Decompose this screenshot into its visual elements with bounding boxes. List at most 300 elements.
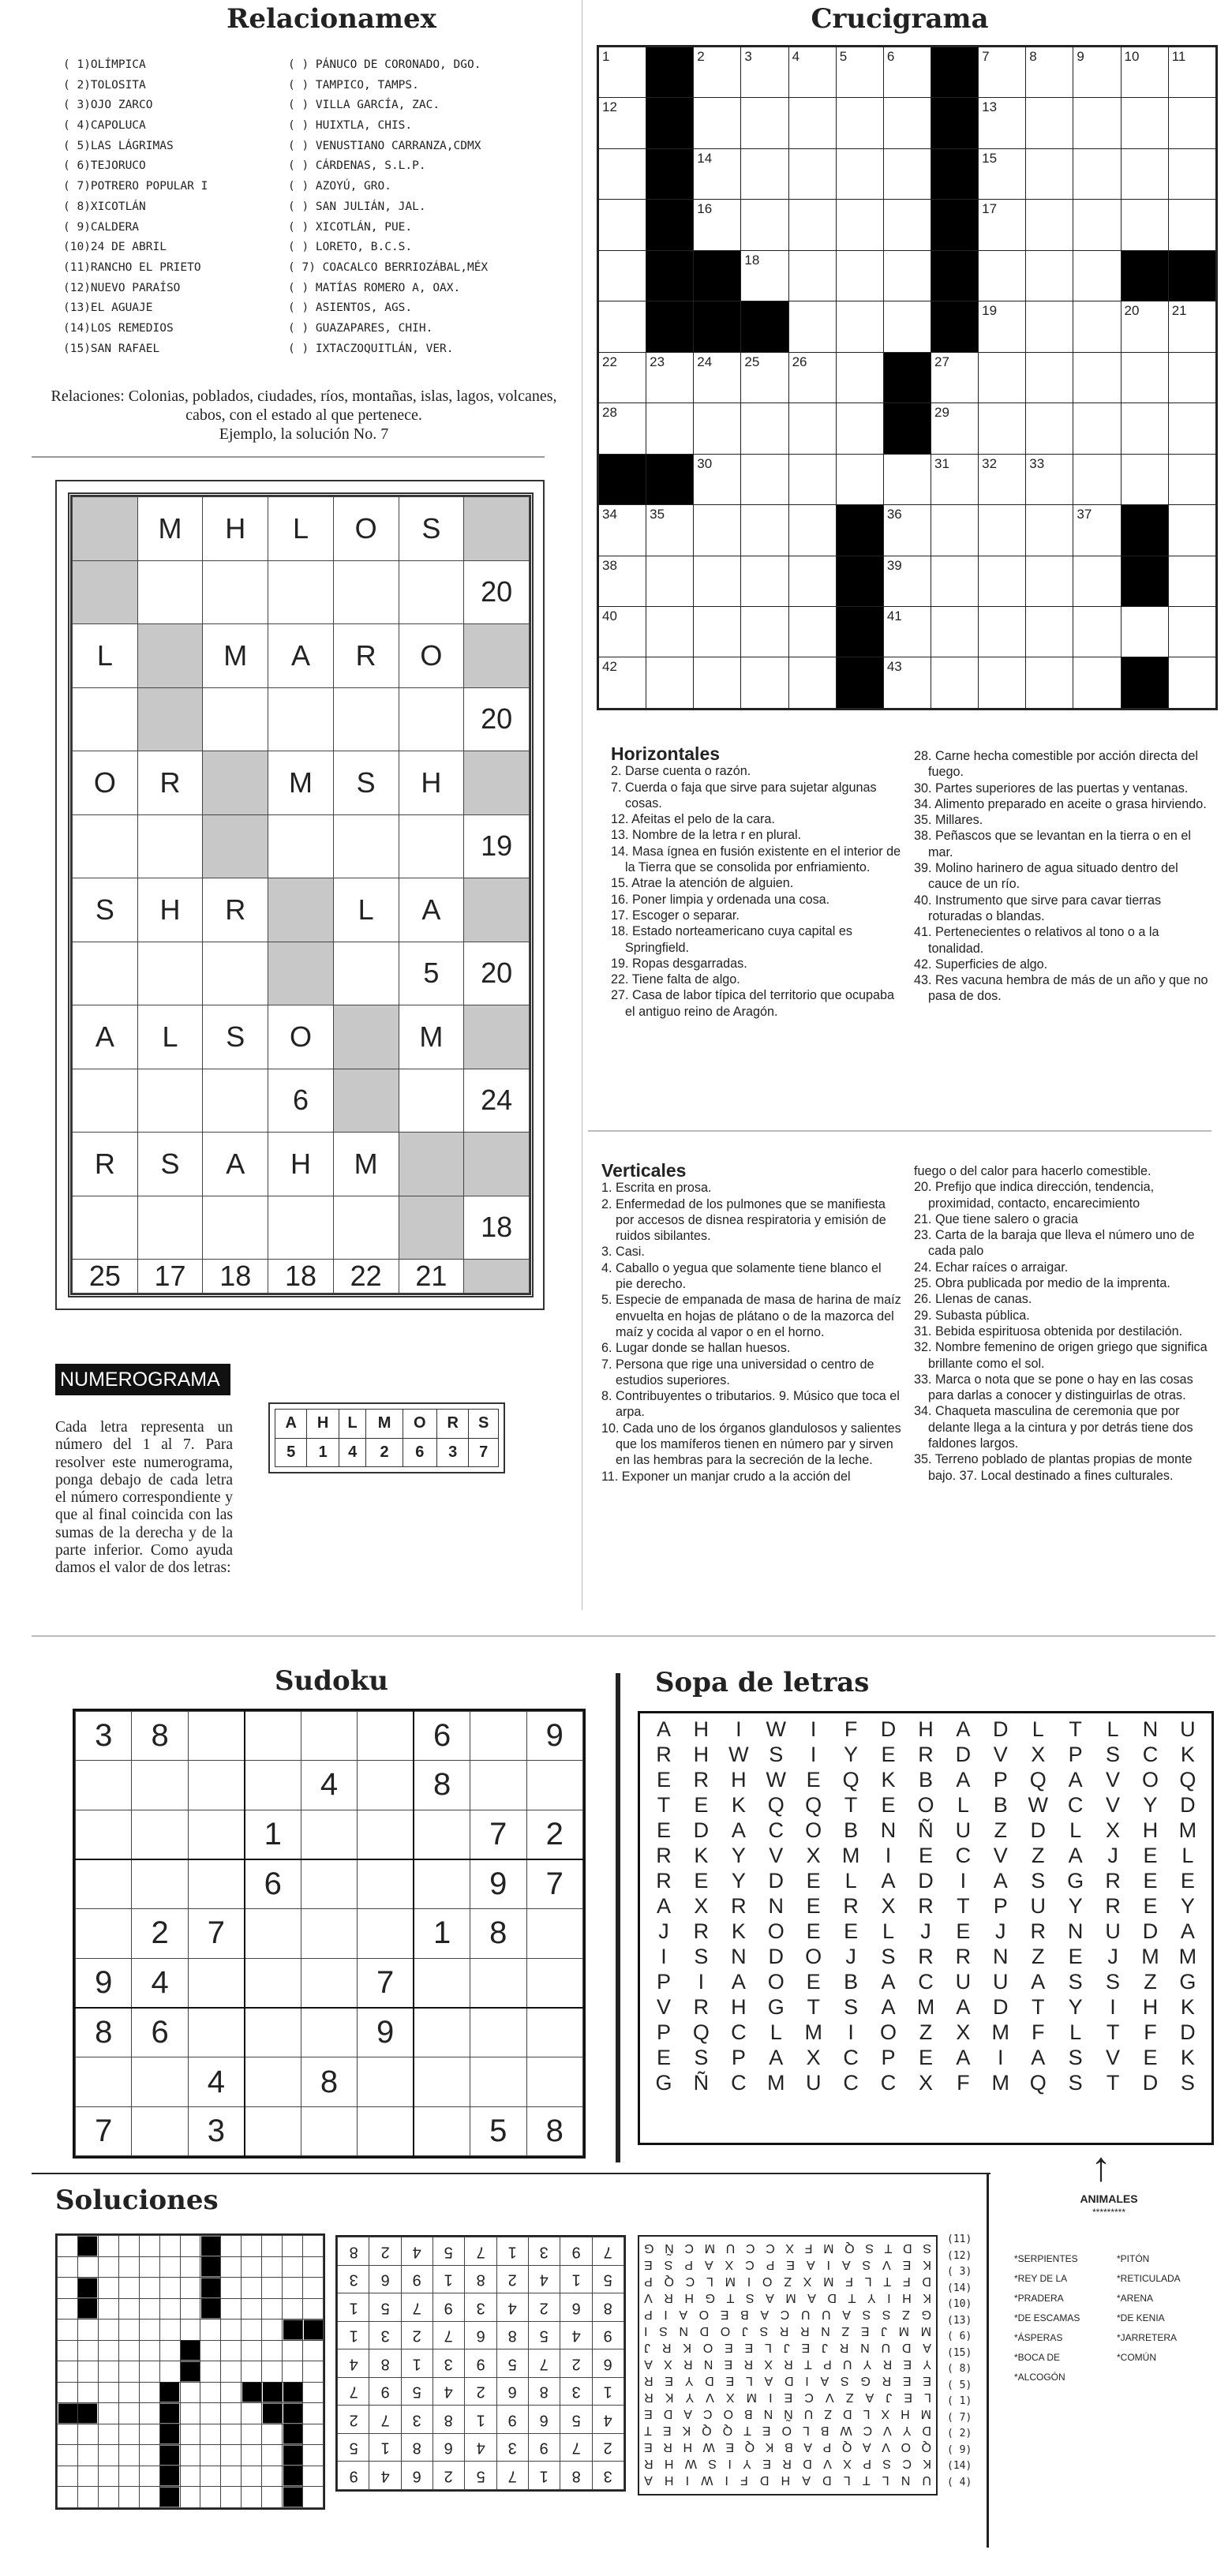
sudoku-cell[interactable] bbox=[470, 1958, 526, 2008]
crossword-cell[interactable]: 1 bbox=[599, 47, 646, 98]
sudoku-cell[interactable] bbox=[358, 1761, 414, 1810]
numerograma-cell[interactable]: R bbox=[73, 1133, 138, 1196]
crossword-cell[interactable] bbox=[694, 505, 741, 556]
sudoku-cell[interactable] bbox=[245, 1761, 301, 1810]
word-search-letter[interactable]: Y bbox=[844, 1743, 859, 1766]
word-search-letter[interactable]: R bbox=[843, 1894, 859, 1918]
numerograma-cell[interactable] bbox=[73, 560, 138, 624]
sudoku-cell[interactable] bbox=[76, 1810, 132, 1859]
word-search-letter[interactable]: I bbox=[810, 1743, 817, 1766]
numerograma-cell[interactable]: 25 bbox=[73, 1260, 138, 1294]
word-search-letter[interactable]: L bbox=[1107, 1717, 1119, 1741]
sudoku-cell[interactable]: 2 bbox=[132, 1909, 188, 1958]
numerograma-cell[interactable] bbox=[333, 1196, 399, 1260]
numerograma-cell[interactable] bbox=[203, 687, 268, 751]
sudoku-cell[interactable] bbox=[245, 2106, 301, 2155]
sudoku-cell[interactable] bbox=[301, 1712, 357, 1761]
sudoku-cell[interactable] bbox=[301, 2008, 357, 2057]
crossword-cell[interactable] bbox=[1121, 403, 1168, 454]
word-search-letter[interactable]: D bbox=[993, 1717, 1009, 1741]
sudoku-cell[interactable] bbox=[188, 1761, 244, 1810]
word-search-letter[interactable]: M bbox=[1178, 1818, 1197, 1842]
sudoku-cell[interactable] bbox=[301, 2106, 357, 2155]
numerograma-cell[interactable] bbox=[268, 878, 334, 942]
crossword-cell[interactable] bbox=[979, 505, 1026, 556]
word-search-letter[interactable]: O bbox=[805, 1818, 822, 1842]
numerograma-cell[interactable] bbox=[268, 560, 334, 624]
numerograma-cell[interactable]: 17 bbox=[137, 1260, 203, 1294]
crossword-cell[interactable] bbox=[1073, 403, 1121, 454]
crossword-cell[interactable] bbox=[1073, 454, 1121, 504]
crossword-cell[interactable] bbox=[836, 301, 883, 352]
word-search-letter[interactable]: A bbox=[731, 1970, 746, 1994]
crossword-cell[interactable] bbox=[883, 148, 931, 199]
numerograma-cell[interactable]: 5 bbox=[399, 942, 464, 1005]
word-search-letter[interactable]: R bbox=[656, 1743, 672, 1766]
word-search-letter[interactable]: C bbox=[731, 2071, 747, 2095]
crossword-cell[interactable] bbox=[1121, 148, 1168, 199]
sudoku-cell[interactable]: 8 bbox=[414, 1761, 470, 1810]
word-search-letter[interactable]: E bbox=[694, 1793, 709, 1817]
sudoku-cell[interactable] bbox=[358, 2057, 414, 2106]
crossword-cell[interactable] bbox=[741, 454, 788, 504]
word-search-letter[interactable]: Q bbox=[1029, 2071, 1047, 2095]
crossword-cell[interactable]: 43 bbox=[883, 657, 931, 709]
word-search-letter[interactable]: F bbox=[957, 2071, 970, 2095]
numerograma-cell[interactable] bbox=[333, 1069, 399, 1133]
crossword-cell[interactable] bbox=[979, 606, 1026, 657]
numerograma-cell[interactable]: M bbox=[399, 1005, 464, 1069]
numerograma-cell[interactable] bbox=[203, 751, 268, 815]
word-search-letter[interactable]: F bbox=[1031, 2020, 1045, 2044]
crossword-cell[interactable] bbox=[1168, 148, 1215, 199]
word-search-letter[interactable]: E bbox=[956, 1919, 971, 1943]
crossword-cell[interactable] bbox=[836, 148, 883, 199]
word-search-letter[interactable]: T bbox=[1106, 2020, 1120, 2044]
crossword-cell[interactable]: 8 bbox=[1026, 47, 1073, 98]
sudoku-cell[interactable]: 5 bbox=[470, 2106, 526, 2155]
crossword-cell[interactable]: 14 bbox=[694, 148, 741, 199]
crossword-cell[interactable] bbox=[741, 200, 788, 250]
word-search-letter[interactable]: A bbox=[1031, 2046, 1046, 2069]
word-search-letter[interactable]: L bbox=[844, 1869, 857, 1893]
word-search-letter[interactable]: R bbox=[656, 1844, 672, 1867]
word-search-letter[interactable]: Q bbox=[692, 2020, 710, 2044]
crossword-cell[interactable] bbox=[1073, 148, 1121, 199]
word-search-letter[interactable]: Q bbox=[805, 1793, 822, 1817]
word-search-letter[interactable]: A bbox=[769, 2046, 784, 2069]
word-search-letter[interactable]: D bbox=[880, 1717, 897, 1741]
numerograma-cell[interactable]: A bbox=[399, 878, 464, 942]
crossword-cell[interactable] bbox=[694, 657, 741, 709]
crossword-cell[interactable]: 13 bbox=[979, 98, 1026, 148]
crossword-cell[interactable]: 26 bbox=[788, 352, 836, 402]
word-search-letter[interactable]: T bbox=[807, 1995, 820, 2019]
word-search-letter[interactable]: S bbox=[769, 1743, 784, 1766]
word-search-letter[interactable]: S bbox=[1068, 1970, 1083, 1994]
sudoku-cell[interactable] bbox=[76, 2057, 132, 2106]
word-search-letter[interactable]: C bbox=[1067, 1793, 1084, 1817]
numerograma-cell[interactable]: M bbox=[203, 624, 268, 688]
crossword-cell[interactable] bbox=[836, 200, 883, 250]
word-search-letter[interactable]: I bbox=[998, 2046, 1004, 2069]
word-search-letter[interactable]: E bbox=[844, 1919, 859, 1943]
crossword-cell[interactable] bbox=[836, 403, 883, 454]
word-search-letter[interactable]: U bbox=[955, 1818, 972, 1842]
word-search-letter[interactable]: V bbox=[656, 1995, 671, 2019]
word-search-letter[interactable]: L bbox=[1181, 1844, 1194, 1867]
crossword-cell[interactable]: 31 bbox=[931, 454, 978, 504]
numerograma-cell[interactable]: 18 bbox=[268, 1260, 334, 1294]
sudoku-cell[interactable] bbox=[301, 1909, 357, 1958]
crossword-cell[interactable] bbox=[694, 606, 741, 657]
word-search-letter[interactable]: E bbox=[881, 1793, 896, 1817]
word-search-letter[interactable]: P bbox=[881, 2046, 896, 2069]
crossword-cell[interactable] bbox=[979, 250, 1026, 301]
numerograma-cell[interactable]: A bbox=[203, 1133, 268, 1196]
sudoku-cell[interactable] bbox=[414, 1859, 470, 1909]
sudoku-cell[interactable]: 7 bbox=[470, 1810, 526, 1859]
sudoku-cell[interactable]: 7 bbox=[358, 1958, 414, 2008]
sudoku-cell[interactable]: 1 bbox=[414, 1909, 470, 1958]
crossword-cell[interactable] bbox=[646, 556, 694, 606]
word-search-letter[interactable]: D bbox=[993, 1995, 1009, 2019]
sudoku-cell[interactable]: 8 bbox=[76, 2008, 132, 2057]
numerograma-cell[interactable] bbox=[333, 560, 399, 624]
crossword-cell[interactable] bbox=[1168, 505, 1215, 556]
word-search-letter[interactable]: I bbox=[885, 1844, 892, 1867]
numerograma-cell[interactable] bbox=[399, 560, 464, 624]
crossword-cell[interactable]: 11 bbox=[1168, 47, 1215, 98]
word-search-letter[interactable]: M bbox=[767, 2071, 785, 2095]
numerograma-cell[interactable]: S bbox=[399, 497, 464, 561]
sudoku-cell[interactable] bbox=[245, 1909, 301, 1958]
word-search-letter[interactable]: G bbox=[1067, 1869, 1084, 1893]
word-search-letter[interactable]: E bbox=[806, 1919, 821, 1943]
crossword-cell[interactable] bbox=[1121, 98, 1168, 148]
word-search-letter[interactable]: I bbox=[810, 1717, 817, 1741]
crossword-cell[interactable] bbox=[931, 657, 978, 709]
crossword-cell[interactable]: 38 bbox=[599, 556, 646, 606]
crossword-cell[interactable]: 35 bbox=[646, 505, 694, 556]
word-search-letter[interactable]: K bbox=[694, 1844, 709, 1867]
numerograma-cell[interactable]: O bbox=[333, 497, 399, 561]
word-search-letter[interactable]: X bbox=[806, 2046, 821, 2069]
numerograma-cell[interactable] bbox=[333, 942, 399, 1005]
word-search-letter[interactable]: S bbox=[1068, 2046, 1083, 2069]
word-search-letter[interactable]: V bbox=[993, 1844, 1008, 1867]
crossword-cell[interactable] bbox=[599, 200, 646, 250]
crossword-cell[interactable] bbox=[741, 556, 788, 606]
numerograma-cell[interactable] bbox=[464, 751, 530, 815]
crossword-cell[interactable] bbox=[741, 657, 788, 709]
sudoku-cell[interactable] bbox=[301, 1859, 357, 1909]
sudoku-cell[interactable]: 9 bbox=[358, 2008, 414, 2057]
crossword-cell[interactable] bbox=[646, 657, 694, 709]
word-search-letter[interactable]: W bbox=[766, 1717, 786, 1741]
sudoku-cell[interactable] bbox=[358, 1909, 414, 1958]
crossword-cell[interactable] bbox=[883, 454, 931, 504]
numerograma-cell[interactable]: H bbox=[268, 1133, 334, 1196]
sudoku-cell[interactable]: 4 bbox=[301, 1761, 357, 1810]
crossword-cell[interactable]: 22 bbox=[599, 352, 646, 402]
word-search-letter[interactable]: D bbox=[693, 1818, 710, 1842]
word-search-letter[interactable]: N bbox=[880, 1818, 897, 1842]
word-search-letter[interactable]: R bbox=[693, 1919, 710, 1943]
word-search-letter[interactable]: R bbox=[1105, 1869, 1121, 1893]
crossword-cell[interactable] bbox=[1026, 98, 1073, 148]
crossword-cell[interactable] bbox=[788, 200, 836, 250]
word-search-letter[interactable]: J bbox=[845, 1945, 856, 1968]
word-search-letter[interactable]: G bbox=[767, 1995, 785, 2019]
word-search-letter[interactable]: H bbox=[693, 1743, 710, 1766]
word-search-letter[interactable]: B bbox=[844, 1818, 859, 1842]
numerograma-cell[interactable]: L bbox=[268, 497, 334, 561]
word-search-letter[interactable]: A bbox=[881, 1995, 896, 2019]
crossword-cell[interactable]: 9 bbox=[1073, 47, 1121, 98]
crossword-cell[interactable] bbox=[1073, 200, 1121, 250]
word-search-letter[interactable]: E bbox=[1143, 1894, 1158, 1918]
sudoku-cell[interactable] bbox=[245, 2057, 301, 2106]
word-search-letter[interactable]: E bbox=[806, 1869, 821, 1893]
sudoku-cell[interactable] bbox=[132, 1810, 188, 1859]
word-search-letter[interactable]: Z bbox=[994, 1818, 1008, 1842]
word-search-letter[interactable]: M bbox=[841, 1844, 860, 1867]
word-search-letter[interactable]: K bbox=[1180, 1743, 1195, 1766]
word-search-letter[interactable]: Q bbox=[767, 1793, 785, 1817]
word-search-letter[interactable]: K bbox=[731, 1793, 746, 1817]
word-search-letter[interactable]: W bbox=[728, 1743, 749, 1766]
crossword-cell[interactable] bbox=[883, 301, 931, 352]
crossword-cell[interactable]: 23 bbox=[646, 352, 694, 402]
word-search-letter[interactable]: A bbox=[1068, 1844, 1083, 1867]
crossword-cell[interactable] bbox=[1168, 200, 1215, 250]
word-search-letter[interactable]: A bbox=[881, 1869, 896, 1893]
numerograma-cell[interactable] bbox=[333, 1005, 399, 1069]
numerograma-cell[interactable]: A bbox=[268, 624, 334, 688]
crossword-cell[interactable]: 18 bbox=[741, 250, 788, 301]
numerograma-cell[interactable] bbox=[73, 942, 138, 1005]
crossword-cell[interactable] bbox=[788, 657, 836, 709]
word-search-letter[interactable]: A bbox=[656, 1894, 671, 1918]
word-search-letter[interactable]: L bbox=[1069, 1818, 1082, 1842]
word-search-letter[interactable]: A bbox=[1180, 1919, 1195, 1943]
word-search-letter[interactable]: C bbox=[955, 1844, 972, 1867]
crossword-cell[interactable] bbox=[1026, 556, 1073, 606]
word-search-letter[interactable]: Q bbox=[1029, 1768, 1047, 1792]
sudoku-cell[interactable] bbox=[245, 1712, 301, 1761]
word-search-letter[interactable]: X bbox=[1106, 1818, 1121, 1842]
sudoku-cell[interactable]: 3 bbox=[188, 2106, 244, 2155]
word-search-letter[interactable]: R bbox=[918, 1894, 934, 1918]
word-search-letter[interactable]: A bbox=[656, 1717, 671, 1741]
word-search-letter[interactable]: R bbox=[693, 1995, 710, 2019]
word-search-letter[interactable]: H bbox=[731, 1995, 747, 2019]
numerograma-cell[interactable] bbox=[333, 814, 399, 878]
crossword-cell[interactable] bbox=[741, 403, 788, 454]
crossword-cell[interactable]: 20 bbox=[1121, 301, 1168, 352]
numerograma-cell[interactable] bbox=[268, 1196, 334, 1260]
sudoku-cell[interactable]: 1 bbox=[245, 1810, 301, 1859]
sudoku-cell[interactable] bbox=[414, 2106, 470, 2155]
crossword-cell[interactable] bbox=[741, 606, 788, 657]
word-search-letter[interactable]: V bbox=[769, 1844, 784, 1867]
crossword-cell[interactable] bbox=[599, 301, 646, 352]
crossword-cell[interactable]: 19 bbox=[979, 301, 1026, 352]
word-search-letter[interactable]: E bbox=[1180, 1869, 1195, 1893]
numerograma-cell[interactable]: O bbox=[268, 1005, 334, 1069]
word-search-letter[interactable]: P bbox=[656, 1970, 671, 1994]
word-search-letter[interactable]: W bbox=[1028, 1793, 1048, 1817]
word-search-letter[interactable]: E bbox=[881, 1743, 896, 1766]
crossword-cell[interactable]: 39 bbox=[883, 556, 931, 606]
word-search-letter[interactable]: J bbox=[1107, 1945, 1118, 1968]
word-search-letter[interactable]: D bbox=[1142, 2071, 1159, 2095]
word-search-letter[interactable]: V bbox=[993, 1743, 1008, 1766]
numerograma-cell[interactable] bbox=[137, 1069, 203, 1133]
numerograma-cell[interactable] bbox=[137, 624, 203, 688]
numerograma-cell[interactable] bbox=[464, 1133, 530, 1196]
crossword-cell[interactable]: 42 bbox=[599, 657, 646, 709]
crossword-cell[interactable] bbox=[1168, 556, 1215, 606]
sudoku-cell[interactable] bbox=[76, 1909, 132, 1958]
sudoku-cell[interactable] bbox=[470, 1761, 526, 1810]
sudoku-cell[interactable]: 9 bbox=[526, 1712, 583, 1761]
sudoku-cell[interactable] bbox=[526, 2008, 583, 2057]
word-search-letter[interactable]: D bbox=[1180, 1793, 1196, 1817]
crossword-cell[interactable] bbox=[979, 403, 1026, 454]
crossword-cell[interactable] bbox=[1073, 98, 1121, 148]
crossword-cell[interactable] bbox=[694, 98, 741, 148]
crossword-cell[interactable] bbox=[788, 148, 836, 199]
crossword-cell[interactable]: 37 bbox=[1073, 505, 1121, 556]
sudoku-cell[interactable]: 7 bbox=[188, 1909, 244, 1958]
crossword-cell[interactable]: 36 bbox=[883, 505, 931, 556]
word-search-letter[interactable]: A bbox=[993, 1869, 1008, 1893]
word-search-letter[interactable]: C bbox=[843, 2046, 859, 2069]
crossword-cell[interactable] bbox=[1168, 98, 1215, 148]
word-search-letter[interactable]: A bbox=[881, 1970, 896, 1994]
sudoku-cell[interactable]: 7 bbox=[76, 2106, 132, 2155]
crossword-cell[interactable]: 12 bbox=[599, 98, 646, 148]
word-search-letter[interactable]: H bbox=[1142, 1995, 1159, 2019]
sudoku-cell[interactable] bbox=[358, 1859, 414, 1909]
word-search-letter[interactable]: J bbox=[658, 1919, 669, 1943]
numerograma-cell[interactable]: A bbox=[73, 1005, 138, 1069]
crossword-cell[interactable] bbox=[694, 556, 741, 606]
word-search-letter[interactable]: H bbox=[1142, 1818, 1159, 1842]
crossword-cell[interactable]: 17 bbox=[979, 200, 1026, 250]
crossword-cell[interactable] bbox=[788, 98, 836, 148]
numerograma-cell[interactable]: 21 bbox=[399, 1260, 464, 1294]
word-search-letter[interactable]: X bbox=[806, 1844, 821, 1867]
sudoku-cell[interactable]: 3 bbox=[76, 1712, 132, 1761]
crossword-cell[interactable] bbox=[1121, 454, 1168, 504]
crossword-cell[interactable]: 27 bbox=[931, 352, 978, 402]
numerograma-cell[interactable] bbox=[333, 687, 399, 751]
crossword-cell[interactable] bbox=[979, 352, 1026, 402]
numerograma-cell[interactable]: 18 bbox=[203, 1260, 268, 1294]
word-search-letter[interactable]: Y bbox=[1180, 1894, 1195, 1918]
word-search-letter[interactable]: N bbox=[1142, 1717, 1159, 1741]
word-search-letter[interactable]: E bbox=[694, 1869, 709, 1893]
sudoku-cell[interactable] bbox=[470, 2057, 526, 2106]
word-search-letter[interactable]: E bbox=[918, 1844, 933, 1867]
numerograma-cell[interactable]: 6 bbox=[268, 1069, 334, 1133]
crossword-cell[interactable] bbox=[1073, 606, 1121, 657]
word-search-letter[interactable]: Z bbox=[919, 2020, 933, 2044]
word-search-letter[interactable]: P bbox=[993, 1768, 1008, 1792]
word-search-letter[interactable]: A bbox=[1068, 1768, 1083, 1792]
crossword-cell[interactable]: 15 bbox=[979, 148, 1026, 199]
word-search-letter[interactable]: E bbox=[1068, 1945, 1083, 1968]
numerograma-cell[interactable] bbox=[268, 814, 334, 878]
word-search-letter[interactable]: M bbox=[991, 2071, 1010, 2095]
word-search-letter[interactable]: K bbox=[1180, 1995, 1195, 2019]
word-search-letter[interactable]: Z bbox=[1031, 1844, 1045, 1867]
crossword-cell[interactable] bbox=[1168, 606, 1215, 657]
crossword-cell[interactable] bbox=[788, 505, 836, 556]
word-search-letter[interactable]: U bbox=[1105, 1919, 1121, 1943]
word-search-letter[interactable]: A bbox=[956, 1717, 971, 1741]
numerograma-cell[interactable] bbox=[73, 497, 138, 561]
word-search-letter[interactable]: K bbox=[1180, 2046, 1195, 2069]
crossword-cell[interactable] bbox=[1073, 301, 1121, 352]
word-search-letter[interactable]: C bbox=[1142, 1743, 1159, 1766]
word-search-letter[interactable]: F bbox=[1144, 2020, 1157, 2044]
word-search-letter[interactable]: C bbox=[843, 2071, 859, 2095]
sudoku-cell[interactable] bbox=[358, 1712, 414, 1761]
crossword-cell[interactable] bbox=[1026, 403, 1073, 454]
crossword-cell[interactable] bbox=[883, 250, 931, 301]
word-search-letter[interactable]: R bbox=[731, 1894, 747, 1918]
numerograma-cell[interactable] bbox=[203, 814, 268, 878]
word-search-letter[interactable]: D bbox=[768, 1869, 785, 1893]
word-search-letter[interactable]: R bbox=[693, 1768, 710, 1792]
word-search-letter[interactable]: M bbox=[1141, 1945, 1159, 1968]
numerograma-cell[interactable]: R bbox=[203, 878, 268, 942]
word-search-letter[interactable]: L bbox=[1032, 1717, 1044, 1741]
sudoku-cell[interactable] bbox=[414, 1810, 470, 1859]
crossword-cell[interactable] bbox=[931, 606, 978, 657]
numerograma-cell[interactable]: S bbox=[137, 1133, 203, 1196]
crossword-cell[interactable] bbox=[741, 505, 788, 556]
word-search-letter[interactable]: S bbox=[1068, 2071, 1083, 2095]
crossword-cell[interactable] bbox=[1073, 352, 1121, 402]
sudoku-cell[interactable] bbox=[301, 1958, 357, 2008]
numerograma-cell[interactable] bbox=[137, 687, 203, 751]
word-search-letter[interactable]: V bbox=[1106, 1768, 1121, 1792]
crossword-cell[interactable] bbox=[883, 200, 931, 250]
word-search-letter[interactable]: P bbox=[656, 2020, 671, 2044]
word-search-letter[interactable]: U bbox=[1180, 1717, 1196, 1741]
word-search-letter[interactable]: M bbox=[804, 2020, 822, 2044]
crossword-cell[interactable]: 3 bbox=[741, 47, 788, 98]
word-search-letter[interactable]: Y bbox=[1068, 1894, 1083, 1918]
crossword-cell[interactable] bbox=[1026, 657, 1073, 709]
crossword-cell[interactable] bbox=[1073, 250, 1121, 301]
sudoku-cell[interactable] bbox=[358, 2106, 414, 2155]
word-search-letter[interactable]: D bbox=[955, 1743, 972, 1766]
sudoku-cell[interactable] bbox=[132, 1761, 188, 1810]
numerograma-cell[interactable] bbox=[399, 1196, 464, 1260]
numerograma-cell[interactable]: O bbox=[73, 751, 138, 815]
numerograma-cell[interactable] bbox=[203, 942, 268, 1005]
word-search-letter[interactable]: X bbox=[1031, 1743, 1046, 1766]
crossword-cell[interactable] bbox=[836, 250, 883, 301]
word-search-letter[interactable]: D bbox=[768, 1945, 785, 1968]
sudoku-cell[interactable] bbox=[245, 1958, 301, 2008]
